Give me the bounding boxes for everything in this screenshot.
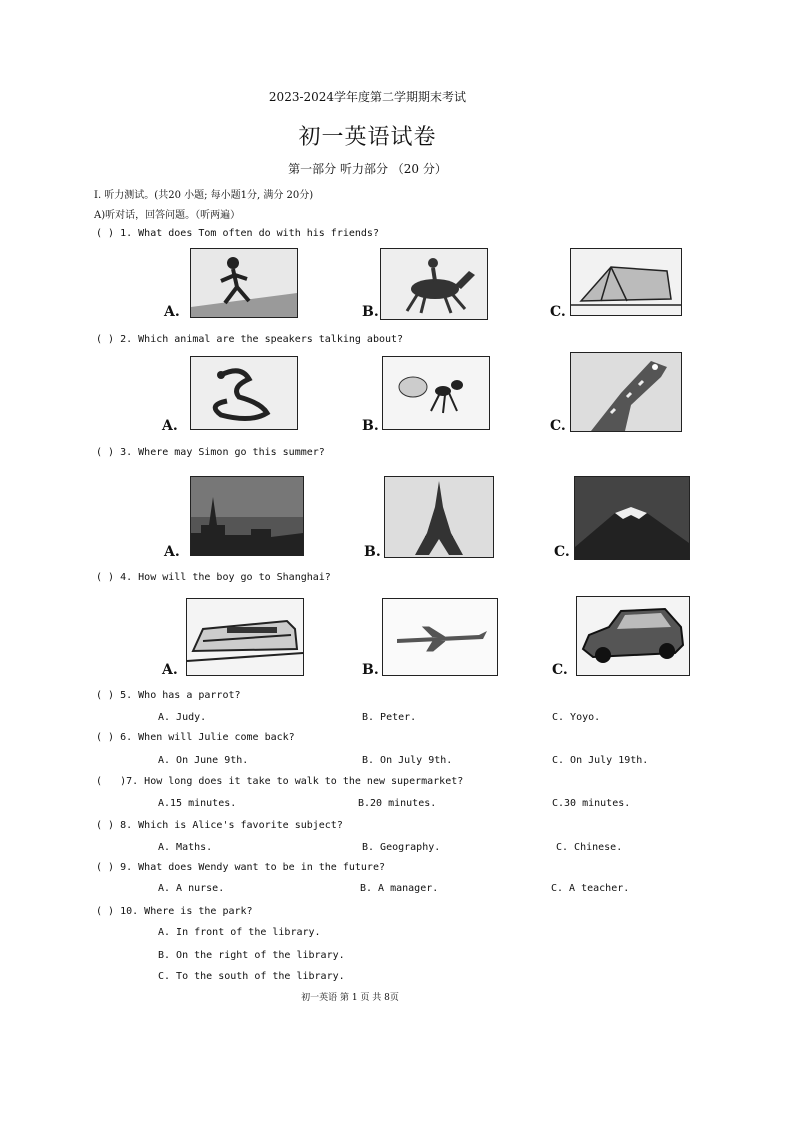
question-8 [96, 820, 343, 831]
option-c[interactable]: C. To the south of the library. [158, 971, 345, 982]
question-text: 3. Where may Simon go this summer? [120, 447, 325, 458]
option-b[interactable]: B.20 minutes. [358, 798, 437, 809]
question-10 [96, 906, 253, 917]
option-a[interactable]: A. Maths. [158, 842, 213, 853]
option-letter-a: A. [164, 304, 180, 320]
part-heading: 第一部分 听力部分 （20 分） [288, 162, 447, 176]
question-text: 4. How will the boy go to Shanghai? [120, 572, 331, 583]
camping-tent-icon[interactable] [570, 248, 682, 316]
option-a[interactable]: A. On June 9th. [158, 755, 249, 766]
option-letter-c: C. [554, 544, 570, 560]
answer-bracket[interactable]: ( ) [96, 447, 115, 458]
option-b[interactable]: B. A manager. [360, 883, 439, 894]
question-text: 1. What does Tom often do with his friends? [120, 228, 379, 239]
snake-icon[interactable] [190, 356, 298, 430]
exam-year-line: 2023-2024学年度第二学期期末考试 [268, 90, 467, 104]
option-letter-b: B. [362, 662, 379, 678]
answer-bracket[interactable]: ( ) [96, 690, 115, 701]
giraffe-icon[interactable] [570, 352, 682, 432]
question-3 [96, 447, 325, 458]
answer-bracket[interactable]: ( ) [96, 906, 115, 917]
option-b[interactable]: B. Geography. [362, 842, 441, 853]
option-c[interactable]: C. Yoyo. [552, 712, 601, 723]
answer-bracket[interactable]: ( ) [96, 572, 115, 583]
option-c[interactable]: C. A teacher. [551, 883, 630, 894]
question-text: 10. Where is the park? [120, 906, 253, 917]
option-c[interactable]: C. On July 19th. [552, 755, 649, 766]
car-icon[interactable] [576, 596, 690, 676]
eiffel-tower-icon[interactable] [384, 476, 494, 558]
option-letter-c: C. [550, 418, 566, 434]
question-7 [96, 776, 463, 787]
option-letter-b: B. [362, 418, 379, 434]
airplane-icon[interactable] [382, 598, 498, 676]
question-text: 5. Who has a parrot? [120, 690, 241, 701]
answer-bracket[interactable]: ( ) [96, 228, 115, 239]
option-c[interactable]: C.30 minutes. [552, 798, 631, 809]
answer-bracket[interactable]: ( ) [96, 732, 115, 743]
option-a[interactable]: A.15 minutes. [158, 798, 237, 809]
horse-riding-icon[interactable] [380, 248, 488, 320]
option-b[interactable]: B. Peter. [362, 712, 417, 723]
option-letter-a: A. [162, 418, 178, 434]
option-letter-c: C. [552, 662, 568, 678]
question-text: )7. How long does it take to walk to the new supermarket? [120, 776, 464, 787]
question-1 [96, 228, 379, 239]
question-6 [96, 732, 295, 743]
ant-icon[interactable] [382, 356, 490, 430]
option-letter-a: A. [162, 662, 178, 678]
answer-bracket[interactable]: ( [96, 776, 115, 787]
option-letter-c: C. [550, 304, 566, 320]
section-subheading: A)听对话，回答问题。（听两遍） [94, 210, 241, 221]
city-skyline-icon[interactable] [190, 476, 304, 556]
answer-bracket[interactable]: ( ) [96, 334, 115, 345]
option-a[interactable]: A. In front of the library. [158, 927, 321, 938]
option-letter-a: A. [164, 544, 180, 560]
question-9 [96, 862, 385, 873]
answer-bracket[interactable]: ( ) [96, 862, 115, 873]
question-text: 6. When will Julie come back? [120, 732, 295, 743]
question-5 [96, 690, 241, 701]
page-footer: 初一英语 第 1 页 共 8页 [301, 993, 399, 1003]
option-b[interactable]: B. On July 9th. [362, 755, 453, 766]
running-boy-icon[interactable] [190, 248, 298, 318]
page-title: 初一英语试卷 [298, 125, 437, 150]
option-b[interactable]: B. On the right of the library. [158, 950, 345, 961]
option-a[interactable]: A. A nurse. [158, 883, 225, 894]
option-letter-b: B. [364, 544, 381, 560]
question-text: 2. Which animal are the speakers talking about? [120, 334, 404, 345]
section-heading: I. 听力测试。(共20 小题; 每小题1分, 满分 20分) [94, 190, 314, 201]
option-letter-b: B. [362, 304, 379, 320]
question-4 [96, 572, 331, 583]
mountain-fuji-icon[interactable] [574, 476, 690, 560]
answer-bracket[interactable]: ( ) [96, 820, 115, 831]
question-text: 8. Which is Alice's favorite subject? [120, 820, 343, 831]
question-text: 9. What does Wendy want to be in the future? [120, 862, 385, 873]
train-icon[interactable] [186, 598, 304, 676]
option-c[interactable]: C. Chinese. [556, 842, 623, 853]
question-2 [96, 334, 403, 345]
option-a[interactable]: A. Judy. [158, 712, 207, 723]
